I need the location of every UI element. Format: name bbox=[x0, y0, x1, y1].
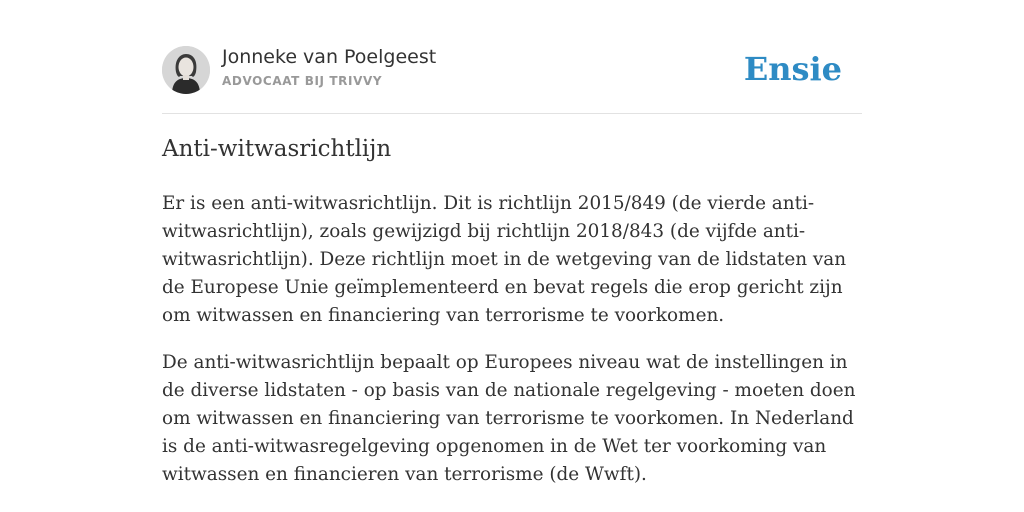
author-role: ADVOCAAT BIJ TRIVVY bbox=[222, 74, 383, 88]
author-header bbox=[162, 46, 862, 96]
article-paragraph-1: Er is een anti-witwasrichtlijn. Dit is richtlijn 2015/849 (de vierde anti-witwasrichtlijn), zoals gewijzigd bij richtlijn 2018/843 (de vijfde anti-witwasrichtlijn). Deze richtlijn moet in de wetgeving van de lidstaten van de Europese Unie geïmplementeerd en bevat regels die erop gericht zijn om witwassen en financiering van terrorisme te voorkomen. bbox=[162, 193, 847, 326]
article-paragraph-2: De anti-witwasrichtlijn bepaalt op Europees niveau wat de instellingen in de diverse lidstaten - op basis van de nationale regelgeving - moeten doen om witwassen en financiering van terrorisme te voorkomen. In Nederland is de anti-witwasregelgeving opgenomen in de Wet ter voorkoming van witwassen en financieren van terrorisme (de Wwft). bbox=[162, 352, 856, 485]
header-divider bbox=[162, 113, 862, 114]
person-avatar-icon bbox=[162, 46, 210, 94]
article-title: Anti-witwasrichtlijn bbox=[162, 136, 392, 162]
author-avatar[interactable] bbox=[162, 46, 210, 94]
article-body bbox=[162, 190, 862, 508]
article-card bbox=[162, 0, 862, 512]
author-name[interactable]: Jonneke van Poelgeest bbox=[222, 46, 437, 68]
ensie-logo[interactable]: Ensie bbox=[743, 50, 842, 88]
